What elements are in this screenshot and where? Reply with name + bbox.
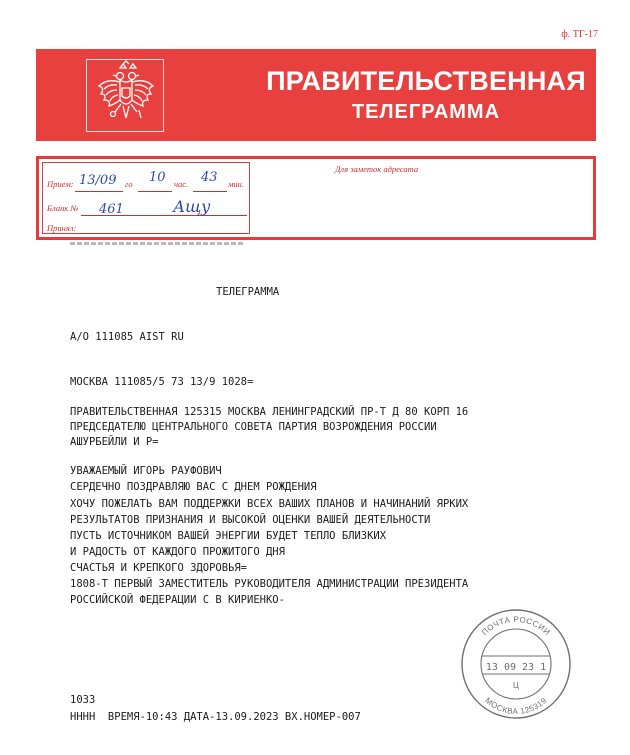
hour-line bbox=[138, 191, 172, 192]
stamp-date: 13 09 23 1 bbox=[485, 662, 547, 673]
signature: Ащу bbox=[173, 197, 211, 216]
address-line: ПРАВИТЕЛЬСТВЕННАЯ 125315 МОСКВА ЛЕНИНГРАДСКИЙ ПР-Т Д 80 КОРП 16 bbox=[70, 406, 469, 418]
stamp-top-text: ПОЧТА РОССИИ bbox=[480, 614, 552, 638]
footer-line: НННН ВРЕМЯ-10:43 ДАТА-13.09.2023 ВХ.НОМЕР-007 bbox=[70, 711, 361, 723]
postmark-stamp bbox=[460, 608, 572, 720]
origin-line: МОСКВА 111085/5 73 13/9 1028= bbox=[70, 376, 254, 388]
blank-label: Бланк № bbox=[47, 203, 79, 213]
address-line: АШУРБЕЙЛИ И Р= bbox=[70, 436, 159, 448]
stamp-center-letter: Ц bbox=[513, 681, 519, 690]
form-code: ф. ТГ-17 bbox=[561, 29, 598, 40]
body-line: РЕЗУЛЬТАТОВ ПРИЗНАНИЯ И ВЫСОКОЙ ОЦЕНКИ ВАШЕЙ ДЕЯТЕЛЬНОСТИ bbox=[70, 514, 431, 526]
stamp-bottom-text: МОСКВА 125319 bbox=[483, 695, 549, 717]
header-banner bbox=[36, 49, 596, 141]
received-label: Прием: bbox=[47, 179, 74, 189]
accepted-label: Принял: bbox=[47, 223, 77, 233]
body-line: ПУСТЬ ИСТОЧНИКОМ ВАШЕЙ ЭНЕРГИИ БУДЕТ ТЕПЛО БЛИЗКИХ bbox=[70, 530, 387, 542]
telegram-heading: ТЕЛЕГРАММА bbox=[216, 286, 280, 298]
receipt-fields bbox=[42, 162, 250, 234]
year-suffix: го bbox=[125, 179, 133, 189]
coat-of-arms-icon bbox=[86, 59, 164, 132]
body-line: ХОЧУ ПОЖЕЛАТЬ ВАМ ПОДДЕРЖКИ ВСЕХ ВАШИХ ПЛАНОВ И НАЧИНАНИЙ ЯРКИХ bbox=[70, 498, 469, 510]
body-line: И РАДОСТЬ ОТ КАЖДОГО ПРОЖИТОГО ДНЯ bbox=[70, 546, 285, 558]
body-line: 1808-Т ПЕРВЫЙ ЗАМЕСТИТЕЛЬ РУКОВОДИТЕЛЯ АДМИНИСТРАЦИИ ПРЕЗИДЕНТА bbox=[70, 578, 469, 590]
body-line: УВАЖАЕМЫЙ ИГОРЬ РАУФОВИЧ bbox=[70, 465, 222, 477]
accepted-line bbox=[79, 233, 247, 234]
minutes-label: мин. bbox=[228, 179, 245, 189]
body-line: СЧАСТЬЯ И КРЕПКОГО ЗДОРОВЬЯ= bbox=[70, 562, 248, 574]
banner-subtitle: ТЕЛЕГРАММА bbox=[351, 101, 501, 123]
body-line: РОССИЙСКОЙ ФЕДЕРАЦИИ С В КИРИЕНКО- bbox=[70, 594, 285, 606]
banner-title: ПРАВИТЕЛЬСТВЕННАЯ bbox=[266, 66, 586, 96]
receipt-box bbox=[36, 156, 596, 240]
body-line: СЕРДЕЧНО ПОЗДРАВЛЯЮ ВАС С ДНЕМ РОЖДЕНИЯ bbox=[70, 481, 317, 493]
received-day-line bbox=[75, 191, 123, 192]
minutes-line bbox=[193, 191, 227, 192]
routing-line: A/O 111085 AIST RU bbox=[70, 331, 184, 343]
received-day: 13/09 bbox=[79, 173, 117, 188]
address-line: ПРЕДСЕДАТЕЛЮ ЦЕНТРАЛЬНОГО СОВЕТА ПАРТИЯ ВОЗРОЖДЕНИЯ РОССИИ bbox=[70, 421, 437, 433]
notes-label: Для заметок адресата bbox=[335, 164, 419, 174]
received-hour: 10 bbox=[149, 170, 166, 185]
hour-label: час. bbox=[174, 179, 189, 189]
svg-text:ПОЧТА РОССИИ bbox=[480, 615, 552, 637]
blank-number: 461 bbox=[99, 202, 124, 217]
cut-line bbox=[70, 242, 245, 245]
footer-number: 1033 bbox=[70, 694, 96, 706]
received-minutes: 43 bbox=[201, 170, 218, 185]
